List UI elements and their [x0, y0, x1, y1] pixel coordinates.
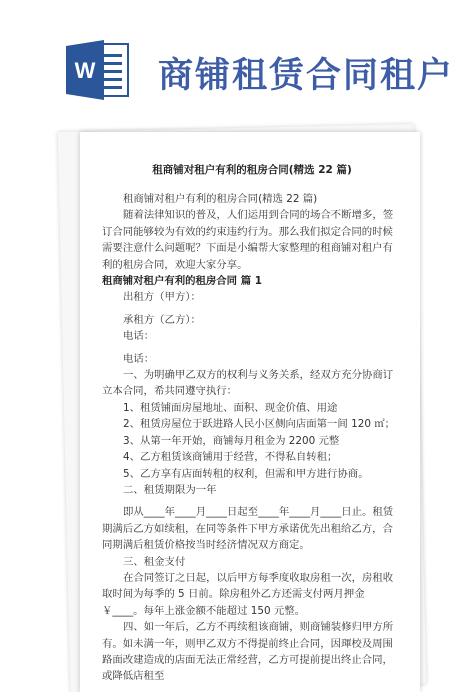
phone-label-1: 电话： [123, 330, 155, 343]
document-page [80, 132, 420, 692]
clause-two-heading: 二、租赁期限为一年 [123, 483, 217, 496]
rent-paragraph: 在合同签订之日起，以后甲方每季度收取房租一次，房租收取时间为每季的 5 日前。除房租外乙方还需支付两月押金￥____。每年上涨金额不能超过 150 元整。 [102, 571, 394, 617]
intro-paragraph: 随着法律知识的普及，人们运用到合同的场合不断增多，签订合同能够较为有效的约束违约行为。那么我们拟定合同的时候需要注意什么问题呢？下面是小编帮大家整理的租商铺对租户有利的租房合同，欢迎大家分享。 [102, 209, 394, 271]
clause-four-paragraph: 四、如一年后，乙方不再续租该商铺，则商铺装修归甲方所有。如未满一年，则甲乙双方不得提前终止合同，因琿校及周围路面改建造成的店面无法正常经营，乙方可提前提出终止合同，或降低店租至 [102, 621, 394, 683]
header-banner [0, 0, 474, 118]
list-item: 2、租赁房屋位于跃进路人民小区侧向店面第一间 120 ㎡； [123, 418, 396, 431]
list-item: 3、从第一年开始，商铺每月租金为 2200 元整 [123, 434, 340, 447]
phone-label-2: 电话： [123, 352, 155, 365]
clause-three-heading: 三、租金支付 [123, 555, 186, 568]
document-title: 租商铺对租户有利的租房合同(精选 22 篇) [152, 164, 352, 176]
clause-one: 一、为明确甲乙双方的权利与义务关系，经双方充分协商订立本合同，希共同遵守执行： [102, 369, 394, 398]
word-icon-letter: W [74, 58, 96, 83]
list-item: 5、乙方享有店面转租的权利，但需和甲方进行协商。 [123, 467, 369, 480]
intro-line: 租商铺对租户有利的租房合同(精选 22 篇) [123, 193, 318, 205]
term-paragraph: 即从____年____月____日起至____年____月____日止。租赁期满后乙方如续租，在同等条件下甲方承诺优先出租给乙方，合同期满后租赁价格按当时经济情况双方商定。 [102, 506, 394, 552]
header-title: 商铺租赁合同租户 [158, 56, 455, 96]
word-document-icon [64, 36, 132, 104]
section-heading: 租商铺对租户有利的租房合同 篇 1 [102, 275, 262, 288]
party-lessor-label: 出租方（甲方）： [123, 291, 201, 304]
list-item: 1、租赁铺面房屋地址、面积、现金价值、用途 [123, 401, 338, 414]
party-lessee-label: 承租方（乙方）： [123, 313, 201, 326]
list-item: 4、乙方租赁该商铺用于经营，不得私自转租； [123, 451, 338, 464]
